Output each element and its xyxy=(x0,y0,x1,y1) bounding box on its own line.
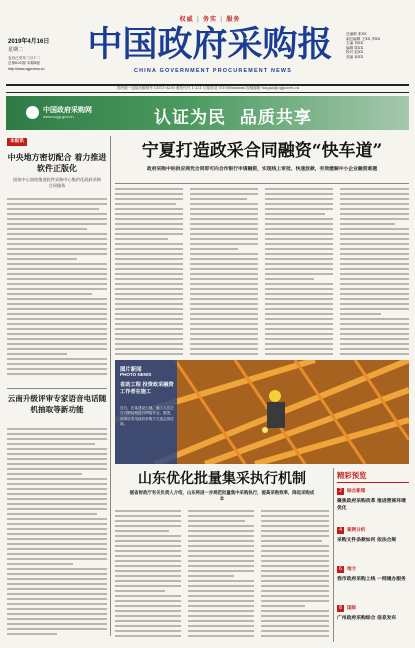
photo-news[interactable] xyxy=(115,360,409,464)
preview-title: 精彩预览 xyxy=(337,471,367,480)
banner-slogan: 认证为民 品质共享 xyxy=(154,108,312,128)
issue-date: 2019年4月16日 xyxy=(8,39,50,45)
preview-item-title: 采购文件条款如何 依法合规 xyxy=(337,537,397,543)
newspaper-title: 中国政府采购报 xyxy=(87,24,333,65)
second-headline[interactable]: 山东优化批量集采执行机制 xyxy=(138,471,306,487)
issue-number: 总第621期 本期8版 xyxy=(8,60,40,65)
staff-row: 主编 刘XX xyxy=(346,41,364,46)
staff-box xyxy=(346,32,408,60)
photo-tag-en: PHOTO NEWS xyxy=(120,372,152,377)
preview-page-num: 6 xyxy=(337,566,344,573)
banner-ad[interactable] xyxy=(6,96,409,130)
preview-item-title: 聚焦政府采购改革 推进营商环境优化 xyxy=(337,498,406,511)
preview-label: 地方 xyxy=(347,567,357,572)
banner-logo-url: www.ccgp.gov.cn xyxy=(43,114,74,119)
sidebar-story2-body xyxy=(7,428,107,640)
preview-item[interactable] xyxy=(337,527,409,563)
lead-deck: 政府采购中标供应商凭合同即可向合作银行申请融资，实现线上审批、快速放款，有效缓解中小企业融资难题 xyxy=(146,166,378,172)
preview-page-num: 2 xyxy=(337,488,344,495)
preview-divider xyxy=(333,468,334,642)
second-body-col2 xyxy=(188,510,254,642)
preview-box xyxy=(337,468,409,644)
sidebar-left xyxy=(7,136,107,642)
staff-row: 总编辑 张XX xyxy=(346,32,367,36)
lead-headline[interactable]: 宁夏打造政采合同融资“快车道” xyxy=(141,141,383,161)
lead-story xyxy=(115,136,409,360)
second-body-col3 xyxy=(261,510,329,642)
second-story xyxy=(115,468,329,644)
lead-body-col1 xyxy=(115,188,183,358)
sidebar-story-divider xyxy=(7,388,107,389)
staff-row: 副总编辑 王XX 李XX xyxy=(346,36,381,41)
preview-item-title: 我市政府采购上线 一网通办服务 xyxy=(337,576,406,582)
second-deck: 据省财政厅有关负责人介绍，山东将进一步规范批量集中采购执行，提高采购效率，降低采购成本 xyxy=(129,491,315,503)
newspaper-title-en: CHINA GOVERNMENT PROCUREMENT NEWS xyxy=(134,68,292,74)
sidebar-story1-sub: 国家中心加快推进软件采购中心集约化政府采购合同服务 xyxy=(13,177,101,188)
preview-item-title: 广州政府采购综合 信息发布 xyxy=(337,615,397,621)
tag-3: 服务 xyxy=(226,16,241,23)
masthead-tags: 权威 | 务实 | 服务 xyxy=(179,16,241,23)
tag-1: 权威 xyxy=(179,16,194,23)
preview-label: 国际 xyxy=(347,606,357,611)
lead-rule xyxy=(115,183,409,184)
photo-caption: 近日，在某建设工地，施工人员正在对钢结构进行焊接作业。据悉，该项目采用政府采购方式选定供应商。 xyxy=(120,406,174,427)
sidebar-story1-title[interactable]: 中央地方密切配合 着力推进软件正版化 xyxy=(7,152,107,173)
preview-page-num: 8 xyxy=(337,605,344,612)
issue-weekday: 星期二 xyxy=(8,47,24,53)
issue-lunar: 农历己亥年三月十二 xyxy=(8,56,41,60)
preview-title-rule xyxy=(337,482,409,483)
staff-row: 编辑 陈XX xyxy=(346,45,364,50)
info-strip: 国内统一连续出版物号 CN11-0230 邮发代号 1-221 订阅电话 (010)88xxxxxx 投稿邮箱 tougao@cgpnews.cn xyxy=(116,86,300,90)
photo-tag: 图片新闻 xyxy=(120,367,142,373)
sidebar-story2-title[interactable]: 云南升级评审专家语音电话随机抽取等新功能 xyxy=(7,394,107,414)
preview-item[interactable] xyxy=(337,605,409,641)
masthead xyxy=(0,0,415,88)
sidebar-story1-body xyxy=(7,198,107,378)
photo-caption-title: 省助工程 投资政采融资 工作者在施工 xyxy=(120,382,174,395)
banner-logo-text: 中国政府采购网 xyxy=(43,105,92,114)
sidebar-section-tag: 本报讯 xyxy=(7,138,27,146)
staff-row: 美编 孙XX xyxy=(346,54,364,59)
lead-body-col2 xyxy=(190,188,258,358)
globe-icon xyxy=(26,106,39,119)
issue-info xyxy=(8,36,70,72)
preview-label: 综合新闻 xyxy=(347,489,366,494)
masthead-rule-bottom xyxy=(6,92,409,93)
second-body-col1 xyxy=(115,510,181,642)
tag-2: 务实 xyxy=(202,16,217,23)
lead-body-col3 xyxy=(265,188,333,358)
preview-item[interactable] xyxy=(337,566,409,602)
banner-logo xyxy=(26,105,106,121)
preview-page-num: 4 xyxy=(337,527,344,534)
lead-body-col4 xyxy=(340,188,409,358)
issue-website[interactable]: http://www.cgpnews.cn xyxy=(8,67,45,72)
photo-caption-box xyxy=(115,360,177,464)
preview-item[interactable] xyxy=(337,488,409,524)
staff-row: 校对 赵XX xyxy=(346,50,364,55)
preview-label: 案例分析 xyxy=(347,528,366,533)
sidebar-divider xyxy=(110,136,111,636)
